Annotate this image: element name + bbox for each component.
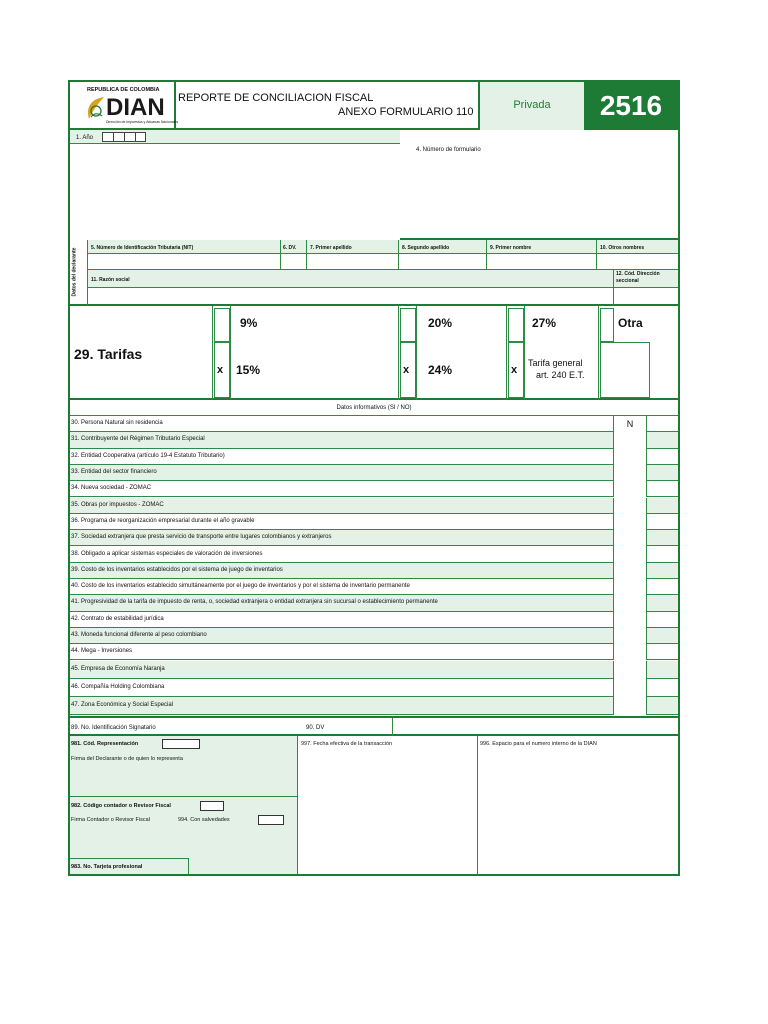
informativo-answer[interactable] — [613, 697, 647, 715]
year-input[interactable] — [102, 132, 146, 142]
first-name-label: 9. Primer nombre — [490, 245, 532, 251]
informativo-answer[interactable] — [613, 661, 647, 679]
tarifa-27: 27% — [532, 316, 557, 330]
informativo-label: 44. Mega - Inversiones — [71, 648, 133, 655]
business-name-label: 11. Razón social — [91, 277, 130, 283]
direction-code-label: 12. Cód. Dirección seccional — [616, 271, 660, 284]
tarifa-otra-input[interactable] — [600, 342, 650, 398]
other-names-label: 10. Otros nombres — [600, 245, 645, 251]
informativo-answer[interactable] — [613, 644, 647, 660]
informativo-label: 37. Sociedad extranjera que presta servicio de transporte entre lugares colombianos y extranjeros — [71, 534, 332, 541]
tarifa-24-mark: x — [403, 364, 410, 376]
informativo-answer[interactable] — [613, 546, 647, 562]
informativo-spacer — [647, 449, 678, 465]
informativo-row — [70, 644, 678, 660]
informativo-label: 47. Zona Económica y Social Especial — [71, 701, 174, 708]
dian-logo-text: DIAN — [106, 94, 165, 121]
form-number-label: 4. Número de formulario — [416, 147, 481, 153]
informativo-label: 31. Contribuyente del Régimen Tributario Especial — [71, 436, 205, 443]
rep-code-label: 981. Cód. Representación — [71, 741, 139, 747]
form-header — [70, 82, 678, 130]
card-label: 983. No. Tarjeta profesional — [71, 864, 143, 870]
form-subtitle: ANEXO FORMULARIO 110 — [338, 106, 474, 118]
date-label: 997. Fecha efectiva de la transacción — [301, 741, 393, 747]
informativo-row — [70, 498, 678, 514]
accountant-sign-label: Firma Contador o Revisor Fiscal — [71, 817, 150, 823]
informativo-spacer — [647, 628, 678, 644]
tarifa-general-mark: x — [511, 364, 518, 376]
form-2516 — [68, 80, 680, 876]
accountant-code-input[interactable] — [200, 801, 224, 811]
informativo-answer[interactable] — [613, 514, 647, 530]
informativo-label: 46. Compañía Holding Colombiana — [71, 683, 165, 690]
tarifa-9: 9% — [240, 316, 258, 330]
informativo-spacer — [647, 546, 678, 562]
informativo-row — [70, 546, 678, 562]
informativo-answer[interactable] — [613, 465, 647, 481]
signer-id-label: 89. No. Identificación Signatario — [71, 725, 156, 731]
tarifa-20-checkbox[interactable] — [400, 308, 416, 342]
informativo-row — [70, 579, 678, 595]
informativo-row — [70, 416, 678, 432]
tarifa-otra-checkbox[interactable] — [600, 308, 614, 342]
tarifa-15: 15% — [236, 363, 261, 377]
informativo-spacer — [647, 432, 678, 448]
informativo-label: 43. Moneda funcional diferente al peso colombiano — [71, 632, 207, 639]
form-number: 2516 — [584, 82, 678, 130]
business-name-input[interactable] — [88, 288, 613, 306]
informativo-row — [70, 432, 678, 448]
informativo-answer[interactable] — [613, 432, 647, 448]
informativo-answer[interactable] — [613, 628, 647, 644]
informativo-label: 39. Costo de los inventarios establecidos por el sistema de juego de inventarios — [71, 566, 283, 573]
informativo-row — [70, 612, 678, 628]
informativo-spacer — [647, 595, 678, 611]
informativo-answer[interactable] — [613, 579, 647, 595]
dian-emblem-icon — [84, 95, 106, 121]
informativo-spacer — [647, 661, 678, 679]
informativo-spacer — [647, 465, 678, 481]
dian-logo — [70, 82, 179, 130]
rep-sign-label: Firma del Declarante o de quien lo representa — [71, 756, 183, 762]
section-footer — [70, 736, 678, 874]
section-signer — [70, 718, 678, 736]
informativos-title: Datos informativos (SI / NO) — [70, 400, 678, 416]
informativo-spacer — [647, 697, 678, 715]
tarifa-general-line1: Tarifa general — [528, 358, 583, 368]
tarifa-20: 20% — [428, 316, 453, 330]
informativo-spacer — [647, 579, 678, 595]
informativo-answer[interactable] — [613, 679, 647, 697]
direction-code-input[interactable] — [613, 288, 678, 306]
informativo-spacer — [647, 679, 678, 697]
informativo-spacer — [647, 481, 678, 497]
informativo-row — [70, 449, 678, 465]
informativo-spacer — [647, 563, 678, 579]
declarant-side-label: Datos del declarante — [71, 247, 78, 297]
informativo-row — [70, 481, 678, 497]
section-informativos — [70, 400, 678, 718]
nit-label: 5. Número de Identificación Tributaria (NIT) — [91, 245, 194, 251]
section-tarifas — [70, 306, 678, 400]
informativo-label: 45. Empresa de Economía Naranja — [71, 665, 165, 672]
informativo-label: 38. Obligado a aplicar sistemas especiales de valoración de inversiones — [71, 550, 263, 557]
republic-label: REPUBLICA DE COLOMBIA — [87, 87, 160, 93]
informativo-spacer — [647, 530, 678, 546]
informativo-label: 42. Contrato de estabilidad jurídica — [71, 615, 164, 622]
informativo-answer[interactable]: N — [613, 416, 647, 432]
tarifa-24: 24% — [428, 363, 453, 377]
informativo-row — [70, 465, 678, 481]
informativo-label: 32. Entidad Cooperativa (artículo 19-4 Estatuto Tributario) — [71, 452, 225, 459]
informativo-label: 33. Entidad del sector financiero — [71, 469, 157, 476]
informativo-spacer — [647, 416, 678, 432]
signer-dv-label: 90. DV — [306, 725, 325, 731]
informativo-row — [70, 530, 678, 546]
tarifa-9-checkbox[interactable] — [214, 308, 230, 342]
informativo-answer[interactable] — [613, 563, 647, 579]
informativo-spacer — [647, 644, 678, 660]
informativo-row — [70, 563, 678, 579]
informativo-label: 40. Costo de los inventarios establecido simultáneamente por el juego de inventarios y por el sistema de inventario permanente — [71, 583, 410, 590]
informativo-row — [70, 661, 678, 679]
informativo-row — [70, 595, 678, 611]
names-input-row[interactable] — [88, 254, 678, 270]
informativo-answer[interactable] — [613, 530, 647, 546]
section-declarant — [70, 240, 678, 306]
tarifa-otra: Otra — [618, 316, 643, 330]
informativo-answer[interactable] — [613, 612, 647, 628]
tarifa-27-checkbox[interactable] — [508, 308, 524, 342]
rep-code-input[interactable] — [162, 739, 200, 749]
section-year — [70, 130, 678, 240]
informativo-spacer — [647, 612, 678, 628]
dv-label: 6. DV. — [283, 245, 297, 251]
informativo-answer[interactable] — [613, 595, 647, 611]
dian-subtitle: Dirección de Impuestos y Aduanas Nacionales — [106, 120, 179, 124]
informativo-label: 36. Programa de reorganización empresarial durante el año gravable — [71, 517, 255, 524]
informativo-answer[interactable] — [613, 498, 647, 514]
informativo-label: 30. Persona Natural sin residencia — [71, 420, 163, 427]
tarifa-15-mark: x — [217, 364, 224, 376]
tarifas-label: 29. Tarifas — [74, 346, 143, 362]
informativo-row — [70, 679, 678, 697]
tarifa-general-line2: art. 240 E.T. — [536, 370, 585, 380]
informativo-answer[interactable] — [613, 481, 647, 497]
informativo-label: 34. Nueva sociedad - ZOMAC — [71, 485, 152, 492]
year-label: 1. Año — [76, 135, 94, 141]
informativo-spacer — [647, 498, 678, 514]
informativo-row — [70, 628, 678, 644]
accountant-code-label: 982. Código contador o Revisor Fiscal — [71, 803, 171, 809]
informativo-label: 35. Obras por impuestos - ZOMAC — [71, 501, 164, 508]
informativo-spacer — [647, 514, 678, 530]
second-surname-label: 8. Segundo apellido — [402, 245, 450, 251]
privacy-label: Privada — [478, 82, 584, 130]
first-surname-label: 7. Primer apellido — [310, 245, 352, 251]
informativo-row — [70, 514, 678, 530]
exceptions-label: 994. Con salvedades — [178, 817, 230, 823]
form-title: REPORTE DE CONCILIACION FISCAL — [178, 92, 374, 104]
dian-space-label: 996. Espacio para el numero interno de la DIAN — [480, 741, 597, 747]
informativo-label: 41. Progresividad de la tarifa de impuesto de renta, o, sociedad extranjera o entidad extranjera sin sucursal o establecimiento permanente — [71, 599, 438, 606]
signer-id-input[interactable] — [170, 718, 290, 736]
informativo-row — [70, 697, 678, 715]
informativo-answer[interactable] — [613, 449, 647, 465]
exceptions-checkbox[interactable] — [258, 815, 284, 825]
